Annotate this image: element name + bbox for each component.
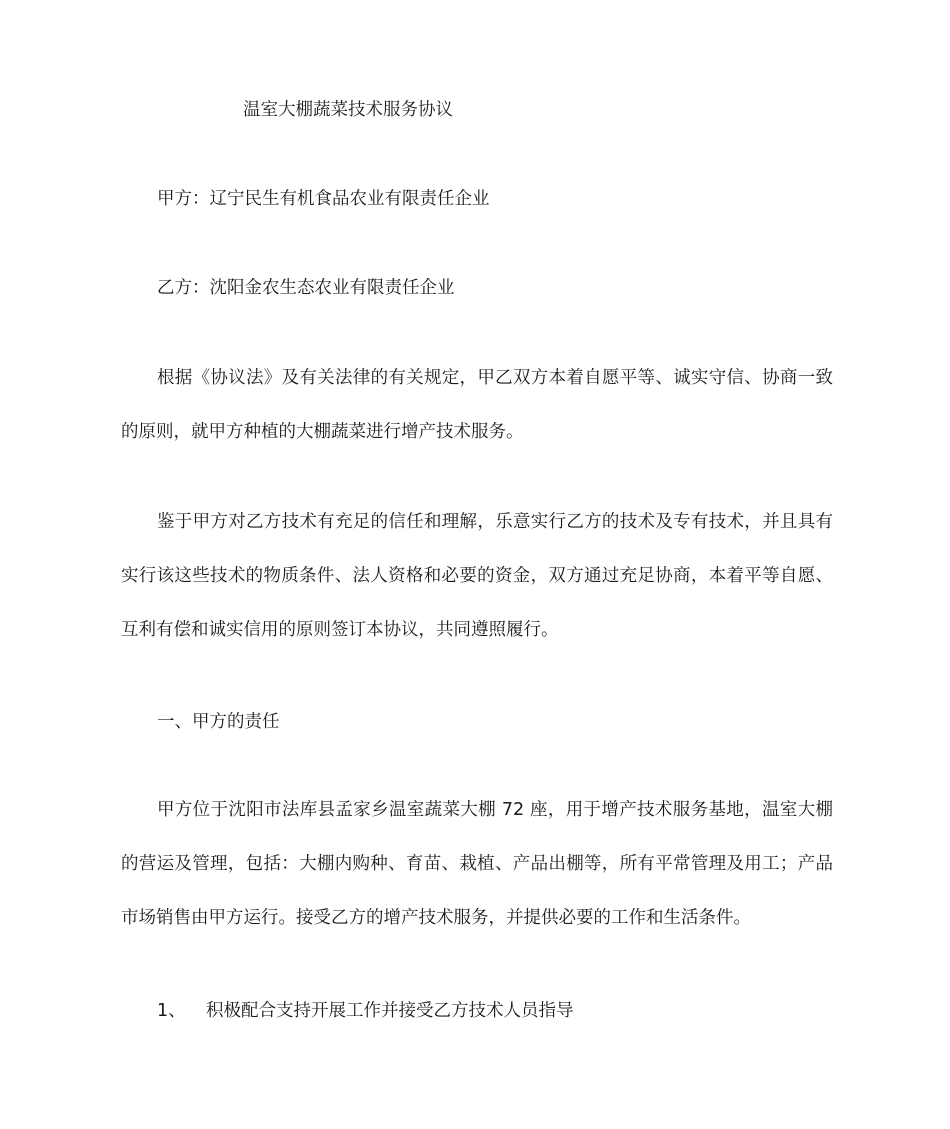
- paragraph-agreement-intent: 鉴于甲方对乙方技术有充足的信任和理解，乐意实行乙方的技术及专有技术，并且具有实行该这些技术的物质条件、法人资格和必要的资金，双方通过充足协商，本着平等自愿、互利有偿和诚实信用的原则签订本协议，共同遵照履行。: [121, 512, 833, 640]
- party-a-line: 甲方：辽宁民生有机食品农业有限责任企业: [157, 189, 490, 209]
- paragraph-legal-basis: 根据《协议法》及有关法律的有关规定，甲乙双方本着自愿平等、诚实守信、协商一致的原则，就甲方种植的大棚蔬菜进行增产技术服务。: [121, 368, 833, 442]
- paragraph-party-a-duties: 甲方位于沈阳市法库县孟家乡温室蔬菜大棚 72 座，用于增产技术服务基地，温室大棚的营运及管理，包括：大棚内购种、育苗、栽植、产品出棚等，所有平常管理及用工；产品市场销售由甲方运行。接受乙方的增产技术服务，并提供必要的工作和生活条件。: [121, 800, 833, 928]
- list-item-number: 1、: [157, 1001, 186, 1021]
- section-heading-party-a-duties: 一、甲方的责任: [157, 712, 280, 732]
- document-title: 温室大棚蔬菜技术服务协议: [243, 100, 453, 120]
- party-b-line: 乙方：沈阳金农生态农业有限责任企业: [157, 278, 455, 298]
- list-item-text: 积极配合支持开展工作并接受乙方技术人员指导: [206, 1001, 574, 1021]
